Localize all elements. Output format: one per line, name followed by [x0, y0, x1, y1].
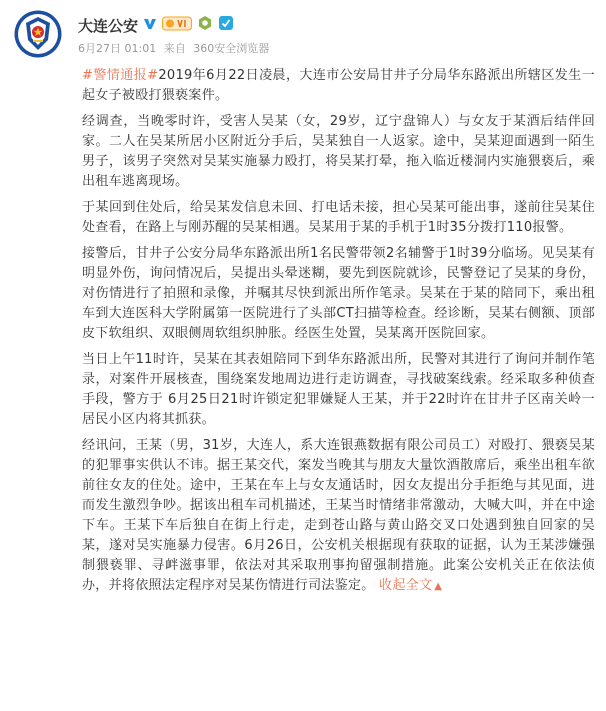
post-header: [14, 10, 594, 62]
post-source: 360安全浏览器: [193, 42, 270, 55]
paragraph-text: 经讯问，王某（男，31岁，大连人，系大连银燕数据有限公司员工）对殴打、猥亵吴某的犯罪事实供认不讳。据王某交代，案发当晚其与朋友大量饮酒散席后，乘坐出租车欲前往女友的住处。途中，王某在车上与女友通话时，因女友提出分手拒绝与其见面，进而发生激烈争吵。据该出租车司机描述，王某当时情绪非常激动，大喊大叫，并在中途下车。王某下车后独自在街上行走，走到苍山路与黄山路交叉口处遇到独自回家的吴某，遂对吴实施暴力侵害。6月26日，公安机关根据现有获取的证据，认为王某涉嫌强制猥亵罪、寻衅滋事罪，依法对其采取刑事拘留强制措施。此案公安机关正在依法侦办，并将依照法定程序对吴某伤情进行司法鉴定。: [82, 438, 595, 593]
paragraph: 经调查，当晚零时许，受害人吴某（女，29岁，辽宁盘锦人）与女友于某酒后结伴回家。二人在吴某所居小区附近分手后，吴某独自一人返家。途中，吴某迎面遇到一陌生男子，该男子突然对吴某实施暴力殴打，将吴某打晕，拖入临近楼洞内实施猥亵后，乘出租车逃离现场。: [82, 114, 595, 189]
member-badge-icon: [162, 16, 192, 35]
hexagon-badge-icon: [197, 15, 213, 35]
username[interactable]: 大连公安: [78, 16, 139, 35]
paragraph: 当日上午11时许，吴某在其表姐陪同下到华东路派出所，民警对其进行了询问并制作笔录，对案件开展核查，围绕案发地周边进行走访调查，寻找破案线索。经采取多种侦查手段，警方于 6月25日21时许锁定犯罪嫌疑人王某，并于22时许在甘井子区南关岭一居民小区内将其抓获。: [82, 352, 595, 427]
name-row: [78, 14, 234, 36]
paragraph: 接警后，甘井子公安分局华东路派出所1名民警带领2名辅警于1时39分临场。见吴某有明显外伤，询问情况后，吴提出头晕迷糊，要先到医院就诊，民警登记了吴某的身份，对伤情进行了拍照和录像，并嘱其尽快到派出所作笔录。吴某在于某的陪同下，乘出租车到大连医科大学附属第一医院进行了头部CT扫描等检查。经诊断，吴某右侧额、顶部皮下软组织、双眼侧周软组织肿胀。经医生处置，吴某离开医院回家。: [82, 246, 595, 341]
paragraph-text: 2019年6月22日凌晨，大连市公安局甘井子分局华东路派出所辖区发生一起女子被殴打猥亵案件。: [82, 68, 595, 103]
paragraph: [82, 66, 595, 106]
collapse-link[interactable]: [379, 578, 442, 593]
verified-icon: [143, 16, 157, 35]
chevron-up-icon: ▲: [434, 581, 443, 592]
paragraph: [82, 436, 595, 597]
source-prefix: 来自: [163, 42, 186, 55]
collapse-label: 收起全文: [379, 578, 433, 593]
avatar[interactable]: [14, 10, 62, 58]
police-emblem-icon: [14, 10, 62, 58]
post-time[interactable]: 6月27日 01:01: [78, 42, 157, 55]
post-meta: [78, 40, 273, 56]
paragraph: 于某回到住处后，给吴某发信息未回、打电话未接，担心吴某可能出事，遂前往吴某住处查看，在路上与刚苏醒的吴某相遇。吴某用于某的手机于1时35分拨打110报警。: [82, 200, 595, 235]
level-badge-icon: [218, 15, 234, 35]
post-content: [82, 66, 595, 603]
hashtag-link[interactable]: #警情通报#: [82, 68, 159, 83]
